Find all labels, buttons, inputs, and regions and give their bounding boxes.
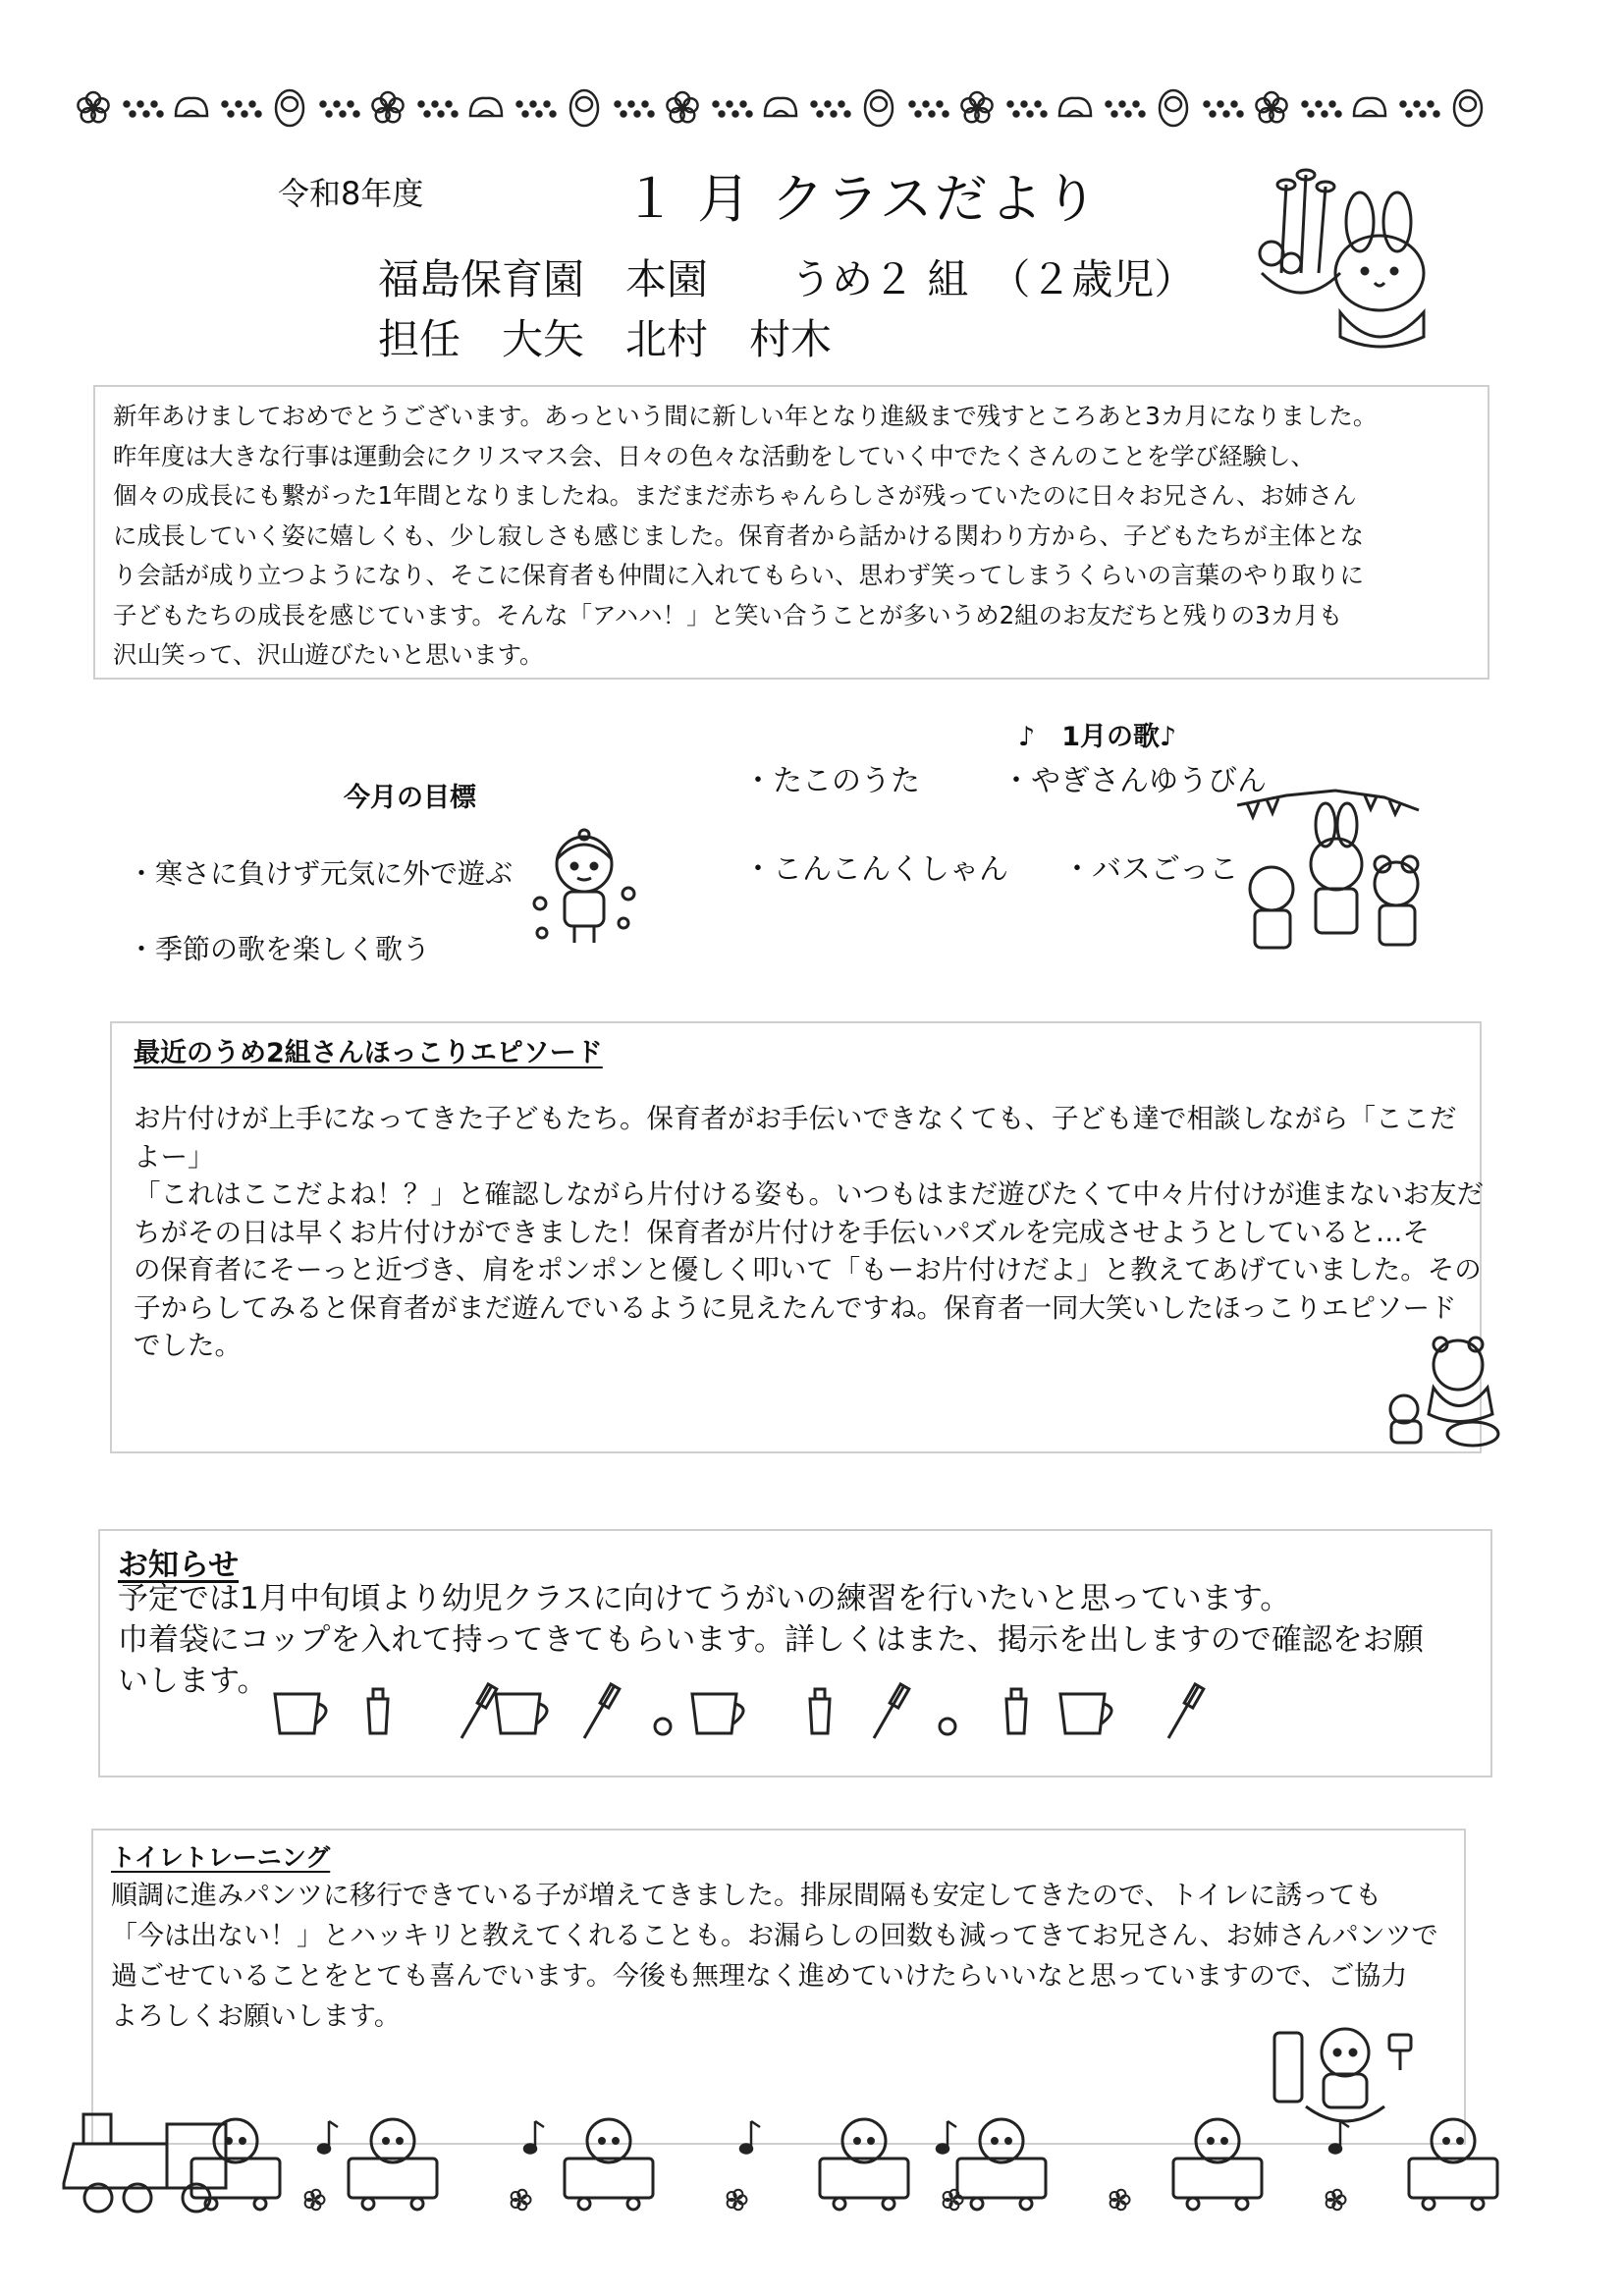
dots-icon bbox=[910, 102, 948, 117]
episode-line: お片付けが上手になってきた子どもたち。保育者がお手伝いできなくても、子ども達で相談しながら「ここだ bbox=[134, 1103, 1457, 1134]
music-note-icon bbox=[1329, 2121, 1349, 2154]
flower-icon bbox=[728, 2190, 747, 2210]
train-car-icon bbox=[565, 2119, 653, 2210]
cup-icon bbox=[1060, 1694, 1111, 1733]
intro-paragraph bbox=[113, 397, 1377, 676]
episode-line: ちがその日は早くお片付けができました！保育者が片付けを手伝いパズルを完成させようとしていると…そ bbox=[134, 1216, 1430, 1248]
bottom-train-decoration bbox=[59, 2109, 1571, 2217]
child-playing-illustration bbox=[530, 825, 638, 953]
songs-heading: ♪ 1月の歌♪ bbox=[1018, 722, 1177, 752]
pine-icon bbox=[470, 98, 502, 116]
toilet-line: 「今は出ない！」とハッキリと教えてくれることも。お漏らしの回数も減ってきてお兄さん、お姉さんパンツで bbox=[111, 1921, 1438, 1951]
flower-icon bbox=[961, 92, 992, 122]
episode-line: 「これはここだよね！？」と確認しながら片付ける姿も。いつもはまだ遊びたくて中々片付けが進まないお友だ bbox=[134, 1178, 1484, 1210]
intro-line: に成長していく姿に嬉しくも、少し寂しさも感じました。保育者から話かける関わり方から、子どもたちが主体とな bbox=[113, 520, 1364, 550]
dots-icon bbox=[125, 102, 163, 117]
toilet-training-heading: トイレトレーニング bbox=[111, 1843, 331, 1872]
daruma-icon bbox=[1454, 90, 1482, 126]
toilet-line: 順調に進みパンツに移行できている子が増えてきました。排尿間隔も安定してきたので、トイレに誘っても bbox=[111, 1881, 1382, 1911]
dots-icon bbox=[1401, 102, 1439, 117]
notice-line: いします。 bbox=[118, 1664, 268, 1699]
page-title: １ 月 クラスだより bbox=[623, 168, 1100, 230]
goals-heading: 今月の目標 bbox=[344, 783, 476, 813]
cup-icon bbox=[275, 1694, 326, 1733]
flower-icon bbox=[1326, 2190, 1346, 2210]
pine-icon bbox=[176, 98, 207, 116]
notice-line: 巾着袋にコップを入れて持ってきてもらいます。詳しくはまた、掲示を出しますので確認をお願 bbox=[118, 1622, 1424, 1658]
rabbit-kadomatsu-illustration bbox=[1232, 165, 1429, 352]
dots-icon bbox=[1107, 102, 1145, 117]
dots-icon bbox=[1303, 102, 1341, 117]
dots-icon bbox=[321, 102, 359, 117]
intro-line: 沢山笑って、沢山遊びたいと思います。 bbox=[113, 640, 544, 669]
top-decorative-border bbox=[0, 79, 1624, 137]
train-car-icon bbox=[957, 2119, 1046, 2210]
dots-icon bbox=[517, 102, 556, 117]
toothpaste-icon bbox=[810, 1689, 830, 1733]
dots-icon bbox=[812, 102, 850, 117]
train-car-icon bbox=[1409, 2119, 1497, 2210]
cup-icon bbox=[496, 1694, 547, 1733]
toothbrush-icon bbox=[874, 1684, 909, 1738]
toilet-line: よろしくお願いします。 bbox=[111, 2001, 401, 2032]
episode-paragraph bbox=[134, 1100, 1484, 1365]
dots-icon bbox=[1205, 102, 1243, 117]
train-car-icon bbox=[349, 2119, 437, 2210]
goal-item: ・季節の歌を楽しく歌う bbox=[128, 933, 431, 965]
dots-icon bbox=[714, 102, 752, 117]
pine-icon bbox=[1059, 98, 1091, 116]
toothbrush-icon bbox=[584, 1684, 620, 1738]
cup-icon bbox=[692, 1694, 743, 1733]
song-item: ・やぎさんゆうびん bbox=[1001, 764, 1267, 798]
flower-icon bbox=[305, 2190, 325, 2210]
toothpaste-icon bbox=[368, 1689, 388, 1733]
train-car-icon bbox=[191, 2119, 280, 2210]
train-car-icon bbox=[1173, 2119, 1262, 2210]
dot-icon bbox=[655, 1719, 671, 1734]
episode-heading: 最近のうめ2組さんほっこりエピソード bbox=[134, 1038, 603, 1068]
train-car-icon bbox=[820, 2119, 908, 2210]
episode-line: よー」 bbox=[134, 1140, 215, 1173]
class-info: 福島保育園 本園 うめ２ 組 （２歳児） bbox=[378, 255, 1196, 303]
intro-line: 個々の成長にも繋がった1年間となりましたね。まだまだ赤ちゃんらしさが残っていたのに日々お兄さん、お姉さん bbox=[113, 481, 1357, 510]
song-item: ・こんこんくしゃん bbox=[743, 852, 1008, 887]
dots-icon bbox=[223, 102, 261, 117]
toilet-training-paragraph bbox=[111, 1876, 1438, 2037]
flower-icon bbox=[78, 92, 108, 122]
flower-icon bbox=[372, 92, 403, 122]
notice-line: 予定では1月中旬頃より幼児クラスに向けてうがいの練習を行いたいと思っています。 bbox=[118, 1581, 1291, 1616]
flower-icon bbox=[512, 2190, 531, 2210]
cups-toothbrush-icons bbox=[280, 1679, 1213, 1748]
daruma-icon bbox=[276, 90, 303, 126]
episode-line: 子からしてみると保育者がまだ遊んでいるように見えたんですね。保育者一同大笑いしたほっこりエピソード bbox=[134, 1291, 1457, 1324]
notice-heading: お知らせ bbox=[118, 1548, 240, 1583]
toothbrush-icon bbox=[461, 1684, 497, 1738]
dot-icon bbox=[940, 1719, 955, 1734]
intro-line: 新年あけましておめでとうございます。あっという間に新しい年となり進級まで残すところあと3カ月になりました。 bbox=[113, 402, 1378, 430]
toothpaste-icon bbox=[1006, 1689, 1026, 1733]
pine-icon bbox=[1354, 98, 1385, 116]
song-item: ・バスごっこ bbox=[1062, 852, 1239, 887]
daruma-icon bbox=[865, 90, 893, 126]
children-singing-illustration bbox=[1227, 786, 1424, 957]
dots-icon bbox=[1008, 102, 1047, 117]
toilet-line: 過ごせていることをとても喜んでいます。今後も無理なく進めていけたらいいなと思っていますので、ご協力 bbox=[111, 1961, 1408, 1992]
episode-line: の保育者にそーっと近づき、肩をポンポンと優しく叩いて「もーお片付けだよ」と教えてあげていました。その bbox=[134, 1254, 1482, 1285]
pine-icon bbox=[765, 98, 796, 116]
dots-icon bbox=[419, 102, 458, 117]
flower-icon bbox=[944, 2190, 963, 2210]
daruma-icon bbox=[570, 90, 598, 126]
bears-illustration bbox=[1380, 1331, 1517, 1449]
flower-icon bbox=[1256, 92, 1286, 122]
dots-icon bbox=[616, 102, 654, 117]
flower-icon bbox=[1110, 2190, 1130, 2210]
fiscal-year: 令和8年度 bbox=[278, 175, 424, 212]
music-note-icon bbox=[937, 2121, 956, 2154]
episode-line: でした。 bbox=[134, 1330, 242, 1361]
song-item: ・たこのうた bbox=[743, 764, 920, 798]
music-note-icon bbox=[740, 2121, 760, 2154]
intro-line: り会話が成り立つようになり、そこに保育者も仲間に入れてもらい、思わず笑ってしまうくらいの言葉のやり取りに bbox=[113, 561, 1364, 589]
toothbrush-icon bbox=[1168, 1684, 1204, 1738]
teachers: 担任 大矢 北村 村木 bbox=[378, 315, 833, 363]
intro-line: 昨年度は大きな行事は運動会にクリスマス会、日々の色々な活動をしていく中でたくさんのことを学び経験し、 bbox=[113, 441, 1316, 470]
music-note-icon bbox=[318, 2121, 338, 2154]
flower-icon bbox=[667, 92, 697, 122]
goal-item: ・寒さに負けず元気に外で遊ぶ bbox=[128, 857, 514, 890]
daruma-icon bbox=[1160, 90, 1187, 126]
intro-line: 子どもたちの成長を感じています。そんな「アハハ！」と笑い合うことが多いうめ2組のお友だちと残りの3カ月も bbox=[113, 600, 1343, 629]
music-note-icon bbox=[524, 2121, 544, 2154]
